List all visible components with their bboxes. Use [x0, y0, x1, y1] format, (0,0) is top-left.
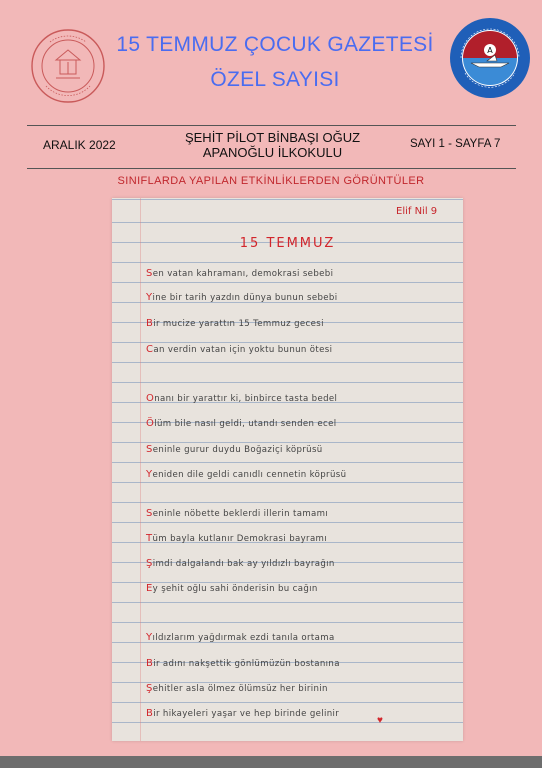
school-name-line2: APANOĞLU İLKOKULU: [202, 145, 343, 160]
poem-line: [146, 558, 335, 569]
poem-line-text: lüm bile nasıl geldi, utandı senden ecel: [154, 419, 337, 429]
poem-line-text: ıldızlarım yağdırmak ezdi tanıla ortama: [152, 633, 335, 643]
school-name-line1: ŞEHİT PİLOT BİNBAŞI OĞUZ: [184, 130, 361, 145]
poem-line-text: an verdin vatan için yoktu bunun ötesi: [153, 345, 333, 355]
poem-line-initial: Ş: [146, 683, 153, 694]
poem-line-text: ehitler asla ölmez ölümsüz her birinin: [152, 684, 328, 694]
heart-icon: ♥: [377, 715, 383, 726]
poem-line-text: ine bir tarih yazdın dünya bunun sebebi: [152, 293, 338, 303]
poem-line-initial: Y: [146, 632, 153, 643]
student-name: Elif Nil 9: [396, 206, 438, 217]
poem-line: [146, 268, 333, 279]
poem-line-text: eninle gurur duydu Boğaziçi köprüsü: [152, 445, 323, 455]
section-title: SINIFLARDA YAPILAN ETKİNLİKLERDEN GÖRÜNTÜLER: [117, 175, 425, 187]
poem-line-initial: B: [146, 318, 154, 329]
poem-line: [146, 508, 328, 519]
poem-line-initial: B: [146, 658, 154, 669]
poem-line-text: eninle nöbette beklerdi illerin tamamı: [152, 509, 329, 519]
handwritten-poem-photo: [112, 198, 463, 741]
poem-line-initial: O: [146, 393, 155, 404]
poem-line-initial: T: [146, 533, 153, 544]
school-emblem-logo: [449, 17, 531, 99]
poem-line: [146, 583, 318, 594]
gazette-subtitle: ÖZEL SAYISI: [210, 68, 340, 91]
poem-line: [146, 344, 332, 355]
ministry-seal-logo: [30, 28, 106, 104]
poem-line-initial: Y: [146, 469, 153, 480]
poem-line-initial: Ş: [146, 558, 153, 569]
header-divider-bottom: [27, 168, 516, 169]
poem-line-text: üm bayla kutlanır Demokrasi bayramı: [152, 534, 328, 544]
header-divider-top: [27, 125, 516, 126]
poem-line-initial: S: [146, 444, 153, 455]
poem-line-text: en vatan kahramanı, demokrasi sebebi: [152, 269, 334, 279]
poem-line-text: y şehit oğlu sahi önderisin bu cağın: [152, 584, 318, 594]
issue-date: ARALIK 2022: [43, 138, 116, 152]
poem-line-text: ir hikayeleri yaşar ve hep birinde gelinir: [153, 709, 340, 719]
poem-line-text: nanı bir yarattır ki, binbirce tasta bedel: [154, 394, 338, 404]
poem-line-text: ir adını nakşettik gönlümüzün bostanına: [153, 659, 340, 669]
gazette-title: 15 TEMMUZ ÇOCUK GAZETESİ: [116, 33, 434, 56]
poem-line: [146, 658, 340, 669]
poem-line: [146, 533, 327, 544]
poem-line: [146, 683, 328, 694]
poem-line-initial: S: [146, 268, 153, 279]
issue-number: SAYI 1 - SAYFA 7: [410, 138, 501, 150]
poem-line: [146, 393, 337, 404]
poem-title: 15 TEMMUZ: [239, 236, 336, 251]
poem-line-text: eniden dile geldi canıdlı cennetin köprüsü: [152, 470, 347, 480]
poem-line-text: imdi dalgalandı bak ay yıldızlı bayrağın: [152, 559, 335, 569]
poem-line-initial: Y: [146, 292, 153, 303]
poem-line: [146, 418, 336, 429]
poem-line: [146, 632, 335, 643]
poem-line-initial: C: [146, 344, 154, 355]
poem-line: [146, 708, 339, 719]
poem-line-initial: B: [146, 708, 154, 719]
footer-bar: [0, 756, 542, 768]
poem-line: [146, 444, 323, 455]
poem-line-text: ir mucize yarattın 15 Temmuz gecesi: [153, 319, 324, 329]
school-name: [160, 130, 385, 160]
poem-line: [146, 292, 337, 303]
poem-line-initial: Ö: [146, 418, 155, 429]
poem-line: [146, 469, 346, 480]
svg-text:A: A: [487, 46, 493, 55]
poem-line: [146, 318, 324, 329]
poem-line-initial: S: [146, 508, 153, 519]
poem-line-initial: E: [146, 583, 153, 594]
